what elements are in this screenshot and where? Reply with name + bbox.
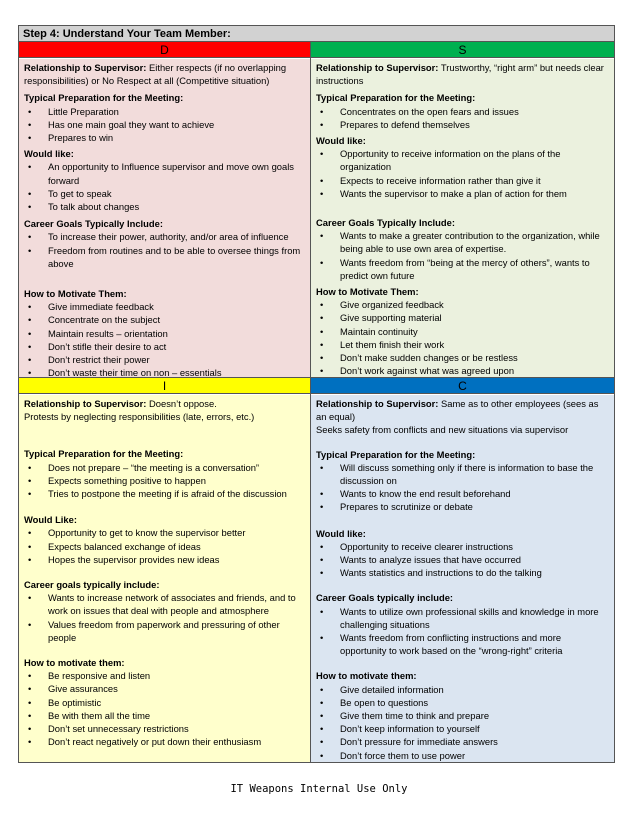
relationship-text: Trustworthy, “right arm” but needs clear instructions bbox=[316, 62, 604, 87]
list-item: • Don’t set unnecessary restrictions bbox=[24, 722, 306, 735]
list-item: • Maintain results – orientation bbox=[24, 327, 306, 340]
list-item: • Give them time to think and prepare bbox=[316, 709, 610, 722]
career-list bbox=[316, 229, 610, 282]
list-item: • Don’t waste their time on non – essentials bbox=[24, 366, 306, 377]
relationship-label: Relationship to Supervisor: bbox=[316, 398, 439, 409]
footer: IT Weapons Internal Use Only bbox=[230, 783, 408, 795]
list-item: • Wants to analyze issues that have occurred bbox=[316, 553, 610, 566]
would-list bbox=[316, 147, 610, 200]
list-item: • Maintain continuity bbox=[316, 325, 610, 338]
band-D: D bbox=[19, 42, 310, 58]
list-item: • Concentrate on the subject bbox=[24, 313, 306, 326]
motivate-list bbox=[24, 300, 306, 377]
would-heading: Would Like: bbox=[24, 514, 77, 526]
list-item: • Be open to questions bbox=[316, 696, 610, 709]
relationship-text: Doesn’t oppose. bbox=[146, 398, 217, 409]
band-C: C bbox=[311, 378, 614, 394]
list-item: • Has one main goal they want to achieve bbox=[24, 118, 306, 131]
career-list bbox=[24, 230, 306, 270]
relationship-label: Relationship to Supervisor: bbox=[24, 62, 147, 73]
band-I: I bbox=[19, 378, 310, 394]
motivate-heading: How to motivate them: bbox=[316, 670, 417, 682]
list-item: • Expects something positive to happen bbox=[24, 474, 306, 487]
prep-heading: Typical Preparation for the Meeting: bbox=[24, 92, 184, 104]
relationship-label: Relationship to Supervisor: bbox=[316, 62, 439, 73]
list-item: • Don’t restrict their power bbox=[24, 353, 306, 366]
relationship-text: Same as to other employees (sees as an equal) bbox=[316, 398, 599, 423]
disc-table bbox=[18, 25, 615, 763]
list-item: • Wants to utilize own professional skills and knowledge in more challenging situations bbox=[316, 605, 610, 631]
motivate-list bbox=[316, 298, 610, 377]
list-item: • Opportunity to receive clearer instructions bbox=[316, 540, 610, 553]
list-item: • Tries to postpone the meeting if is afraid of the discussion bbox=[24, 487, 306, 500]
list-item: • Concentrates on the open fears and issues bbox=[316, 105, 610, 118]
list-item: • Wants to increase network of associates and friends, and to work on issues that deal with people and atmosphere bbox=[24, 591, 306, 617]
prep-heading: Typical Preparation for the Meeting: bbox=[316, 92, 476, 104]
would-heading: Would like: bbox=[24, 148, 74, 160]
would-heading: Would like: bbox=[316, 135, 366, 147]
list-item: • Don’t make sudden changes or be restless bbox=[316, 351, 610, 364]
list-item: • Opportunity to receive information on the plans of the organization bbox=[316, 147, 610, 173]
list-item: • Give assurances bbox=[24, 682, 306, 695]
list-item: • To talk about changes bbox=[24, 200, 306, 213]
relationship-text: Either respects (if no overlapping responsibilities) or No Respect at all (Competitive situation) bbox=[24, 62, 287, 87]
motivate-list bbox=[24, 669, 306, 748]
list-item: • Little Preparation bbox=[24, 105, 306, 118]
list-item: • Be responsive and listen bbox=[24, 669, 306, 682]
would-list bbox=[24, 160, 306, 213]
list-item: • Wants freedom from conflicting instructions and more opportunity to work based on the “wrong-right” criteria bbox=[316, 631, 610, 657]
list-item: • Prepares to scrutinize or debate bbox=[316, 500, 610, 513]
list-item: • Expects to receive information rather than give it bbox=[316, 174, 610, 187]
career-heading: Career goals typically include: bbox=[24, 579, 160, 591]
quadrant-I bbox=[19, 395, 310, 762]
list-item: • Don’t pressure for immediate answers bbox=[316, 735, 610, 748]
table-title: Step 4: Understand Your Team Member: bbox=[19, 26, 614, 42]
motivate-heading: How to Motivate Them: bbox=[316, 286, 419, 298]
prep-list bbox=[316, 105, 610, 131]
would-heading: Would like: bbox=[316, 527, 366, 539]
relationship-extra: Seeks safety from conflicts and new situations via supervisor bbox=[316, 424, 569, 436]
prep-list bbox=[24, 461, 306, 501]
list-item: • Hopes the supervisor provides new ideas bbox=[24, 553, 306, 566]
list-item: • Give immediate feedback bbox=[24, 300, 306, 313]
list-item: • Prepares to win bbox=[24, 131, 306, 144]
list-item: • To get to speak bbox=[24, 187, 306, 200]
list-item: • Opportunity to get to know the supervisor better bbox=[24, 526, 306, 539]
career-list bbox=[24, 591, 306, 644]
list-item: • Wants statistics and instructions to do the talking bbox=[316, 566, 610, 579]
list-item: • Give organized feedback bbox=[316, 298, 610, 311]
list-item: • Let them finish their work bbox=[316, 338, 610, 351]
career-heading: Career Goals Typically Include: bbox=[316, 217, 455, 229]
quadrant-S bbox=[311, 59, 614, 377]
prep-heading: Typical Preparation for the Meeting: bbox=[24, 448, 184, 460]
list-item: • Does not prepare – “the meeting is a conversation” bbox=[24, 461, 306, 474]
prep-list bbox=[316, 461, 610, 514]
career-heading: Career Goals typically include: bbox=[316, 592, 454, 604]
list-item: • Don’t stifle their desire to act bbox=[24, 340, 306, 353]
motivate-heading: How to Motivate Them: bbox=[24, 288, 127, 300]
list-item: • Don’t keep information to yourself bbox=[316, 722, 610, 735]
list-item: • Prepares to defend themselves bbox=[316, 118, 610, 131]
list-item: • Freedom from routines and to be able to oversee things from above bbox=[24, 244, 306, 270]
relationship-label: Relationship to Supervisor: bbox=[24, 398, 147, 409]
motivate-heading: How to motivate them: bbox=[24, 657, 125, 669]
list-item: • Give supporting material bbox=[316, 311, 610, 324]
motivate-list bbox=[316, 683, 610, 762]
would-list bbox=[24, 526, 306, 566]
relationship-extra: Protests by neglecting responsibilities (late, errors, etc.) bbox=[24, 411, 255, 423]
list-item: • Wants the supervisor to make a plan of action for them bbox=[316, 187, 610, 200]
list-item: • Will discuss something only if there is information to base the discussion on bbox=[316, 461, 610, 487]
prep-list bbox=[24, 105, 306, 145]
list-item: • Wants to make a greater contribution to the organization, while being able to use own area of expertise. bbox=[316, 229, 610, 255]
document bbox=[18, 25, 615, 763]
list-item: • Don’t force them to use power bbox=[316, 749, 610, 762]
list-item: • Be optimistic bbox=[24, 696, 306, 709]
career-list bbox=[316, 605, 610, 658]
list-item: • Be with them all the time bbox=[24, 709, 306, 722]
would-list bbox=[316, 540, 610, 580]
list-item: • Values freedom from paperwork and pressuring of other people bbox=[24, 618, 306, 644]
list-item: • An opportunity to Influence supervisor and move own goals forward bbox=[24, 160, 306, 186]
prep-heading: Typical Preparation for the Meeting: bbox=[316, 448, 476, 460]
column-divider bbox=[310, 42, 311, 762]
list-item: • Wants to know the end result beforehand bbox=[316, 487, 610, 500]
list-item: • Don’t react negatively or put down their enthusiasm bbox=[24, 735, 306, 748]
list-item: • Give detailed information bbox=[316, 683, 610, 696]
career-heading: Career Goals Typically Include: bbox=[24, 218, 163, 230]
list-item: • Don’t work against what was agreed upon bbox=[316, 364, 610, 377]
band-S: S bbox=[311, 42, 614, 58]
list-item: • Wants freedom from “being at the mercy of others”, wants to predict own future bbox=[316, 256, 610, 282]
quadrant-C bbox=[311, 395, 614, 762]
list-item: • Expects balanced exchange of ideas bbox=[24, 540, 306, 553]
quadrant-D bbox=[19, 59, 310, 377]
list-item: • To increase their power, authority, and/or area of influence bbox=[24, 230, 306, 243]
